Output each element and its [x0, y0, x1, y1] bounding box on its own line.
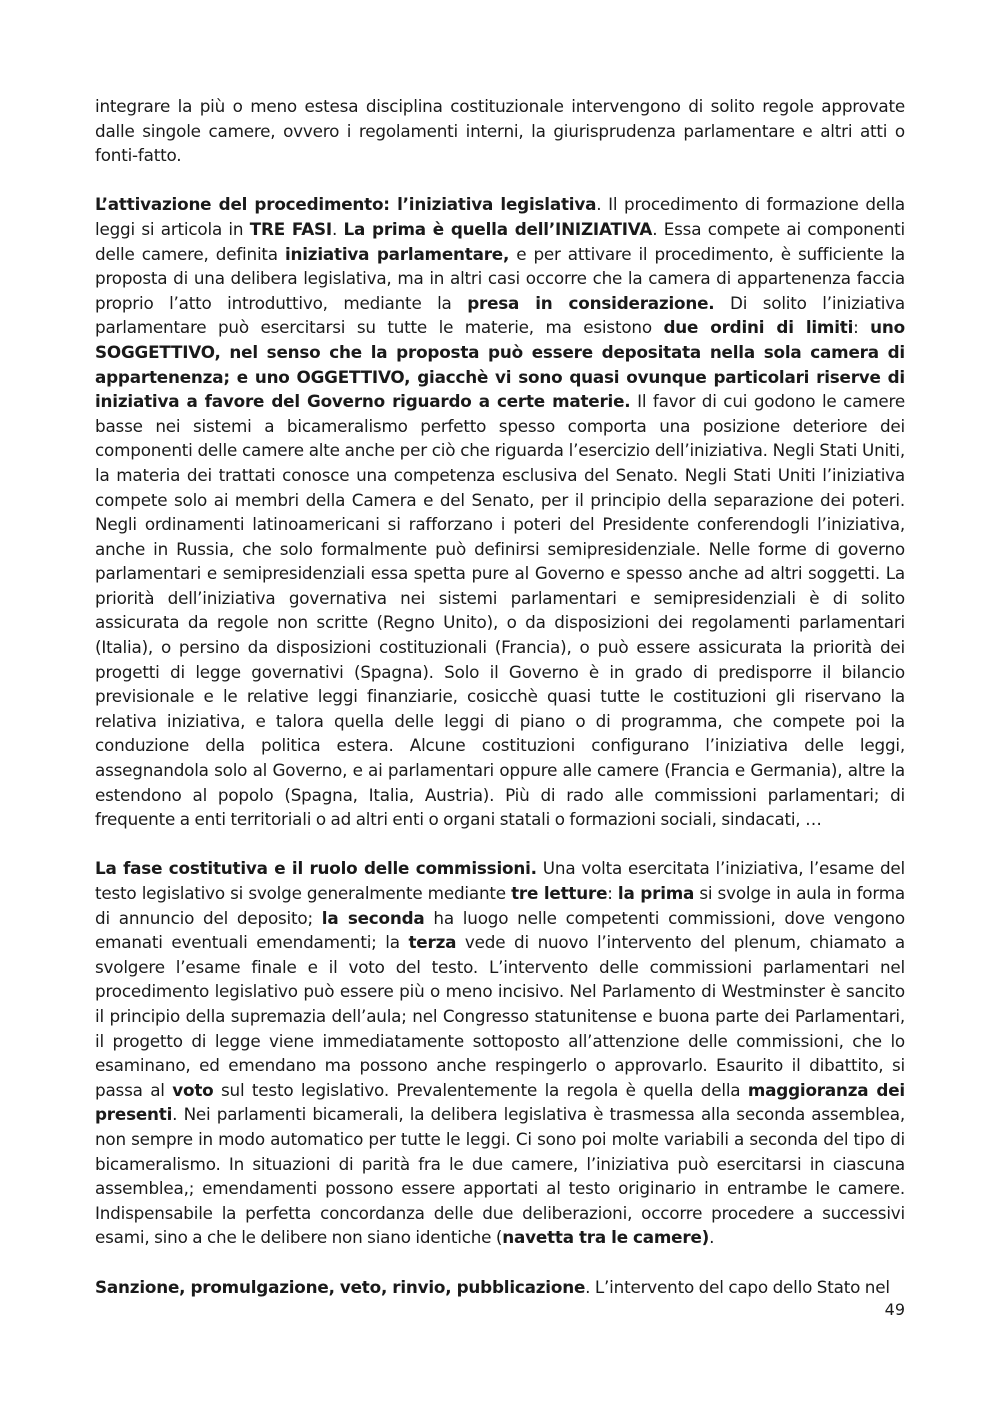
text-run: e per attivare il procedimento, è sufficiente la proposta di una delibera legislativa, ma in altri casi occorre che la camera di appartenenza faccia proprio l’atto introduttivo, mediante la	[95, 243, 905, 313]
bold-text-run: navetta tra le camere)	[502, 1227, 710, 1248]
text-run: .	[709, 1227, 715, 1248]
text-run: . L’intervento del capo dello Stato nel	[585, 1276, 890, 1297]
bold-text-run: La prima è quella dell’INIZIATIVA	[343, 218, 653, 239]
text-run: . Nei parlamenti bicamerali, la delibera legislativa è trasmessa alla seconda assemblea, non sempre in modo automatico per tutte le leggi. Ci sono poi molte variabili a seconda del tipo di bicameralismo. In situazioni di parità fra le due camere, l’iniziativa può esercitarsi in ciascuna assemblea,; emendamenti possono essere apportati al testo originario in entrambe le camere. Indispensabile la perfetta concordanza delle due deliberazioni, occorre procedere a successivi esami, sino a che le delibere non siano identiche (	[95, 1104, 905, 1248]
text-run: . Il procedimento di formazione della leggi si articola in	[95, 194, 905, 239]
body-text	[95, 94, 905, 1324]
bold-text-run: tre letture	[511, 883, 608, 903]
bold-text-run: L’attivazione del procedimento: l’iniziativa legislativa	[95, 194, 597, 215]
bold-text-run: iniziativa parlamentare,	[284, 243, 510, 264]
text-run: Di solito l’iniziativa parlamentare può esercitarsi su tutte le materie, ma esistono	[95, 292, 906, 338]
text-run: Una volta esercitata l’iniziativa, l’esame del testo legislativo si svolge generalmente mediante	[95, 858, 905, 903]
text-run: ha luogo nelle competenti commissioni, dove vengono emanati eventuali emendamenti; la	[95, 907, 905, 953]
paragraph-sanction-promulgation	[95, 1275, 905, 1300]
text-run: :	[607, 883, 618, 903]
text-run: si svolge in aula in forma di annuncio del deposito;	[95, 883, 905, 928]
paragraph-constitutive-phase	[95, 856, 905, 1250]
bold-text-run: maggioranza dei presenti	[95, 1079, 905, 1125]
text-run: :	[853, 317, 871, 338]
bold-text-run: la seconda	[321, 907, 425, 928]
bold-text-run: TRE FASI	[249, 218, 332, 239]
page-number: 49	[884, 1300, 905, 1319]
text-run: . Essa compete ai componenti delle camere, definita	[95, 218, 905, 264]
paragraph-intro	[95, 94, 905, 168]
bold-text-run: Sanzione, promulgazione, veto, rinvio, pubblicazione	[95, 1276, 586, 1297]
text-run: sul testo legislativo. Prevalentemente la regola è quella della	[213, 1079, 748, 1100]
bold-text-run: terza	[408, 932, 457, 953]
text-run: integrare la più o meno estesa disciplina costituzionale intervengono di solito regole approvate dalle singole camere, ovvero i regolamenti interni, la giurisprudenza parlamentare e altri atti o fonti-fatto.	[95, 96, 905, 166]
paragraph-legislative-initiative	[95, 192, 905, 831]
bold-text-run: presa in considerazione.	[467, 292, 715, 313]
text-run: vede di nuovo l’intervento del plenum, chiamato a svolgere l’esame finale e il voto del testo. L’intervento delle commissioni parlamentari nel procedimento legislativo può essere più o meno incisivo. Nel Parlamento di Westminster è sancito il principio della supremazia dell’aula; nel Congresso statunitense e buona parte dei Parlamentari, il progetto di legge viene immediatamente sottoposto all’attenzione delle commissioni, che lo esaminano, ed emendano ma possono anche respingerlo o approvarlo. Esaurito il dibattito, si passa al	[95, 932, 905, 1100]
bold-text-run: due ordini di limiti	[663, 317, 854, 338]
bold-text-run: voto	[172, 1079, 214, 1100]
bold-text-run: La fase costitutiva e il ruolo delle commissioni.	[95, 858, 537, 879]
bold-text-run: uno SOGGETTIVO, nel senso che la proposta può essere depositata nella sola camera di appartenenza; e uno OGGETTIVO, giacchè vi sono quasi ovunque particolari riserve di iniziativa a favore del Governo riguardo a certe materie.	[95, 317, 905, 412]
bold-text-run: la prima	[617, 883, 695, 903]
text-run: Il favor di cui godono le camere basse nei sistemi a bicameralismo perfetto spesso comporta una posizione deteriore dei componenti delle camere alte anche per ciò che riguarda l’esercizio dell’iniziativa. Negli Stati Uniti, la materia dei trattati conosce una competenza esclusiva del Senato. Negli Stati Uniti l’iniziativa compete solo ai membri della Camera e del Senato, per il principio della separazione dei poteri. Negli ordinamenti latinoamericani si rafforzano i poteri del Presidente conferendogli l’iniziativa, anche in Russia, che solo formalmente può definirsi semipresidenziale. Nelle forme di governo parlamentari e semipresidenziali essa spetta pure al Governo e spesso anche ad altri soggetti. La priorità dell’iniziativa governativa nei sistemi parlamentari e semipresidenziali è di solito assicurata da regole non scritte (Regno Unito), o da disposizioni dei regolamenti parlamentari (Italia), o persino da disposizioni costituzionali (Francia), o può essere assicurata la priorità dei progetti di legge governativi (Spagna). Solo il Governo è in grado di predisporre il bilancio previsionale e le relative leggi finanziarie, cosicchè quasi tutte le costituzioni gli riservano la relativa iniziativa, e talora quella delle leggi di piano o di programma, che compete poi la conduzione della politica estera. Alcune costituzioni configurano l’iniziativa delle leggi, assegnandola solo al Governo, e ai parlamentari oppure alle camere (Francia e Germania), altre la estendono al popolo (Spagna, Italia, Austria). Più di rado alle commissioni parlamentari; di frequente a enti territoriali o ad altri enti o organi statali o formazioni sociali, sindacati, …	[95, 391, 905, 830]
text-run: .	[331, 218, 344, 239]
